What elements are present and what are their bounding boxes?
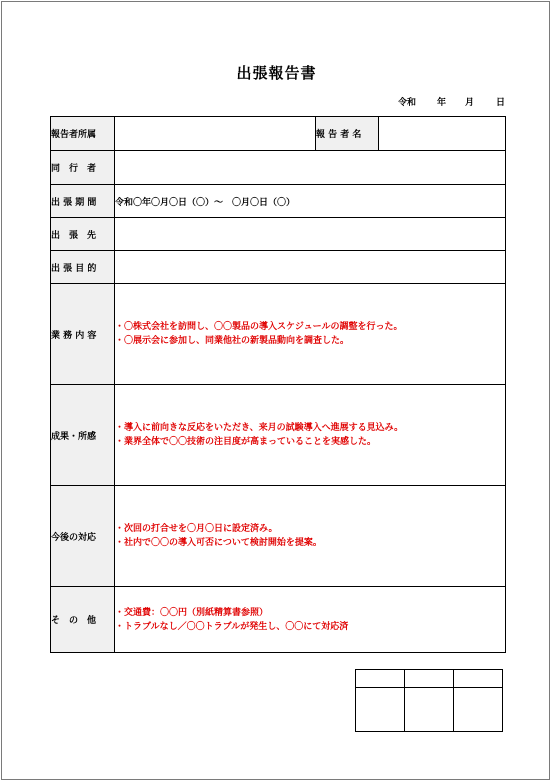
date-day: 日 [496, 98, 506, 108]
reporter-name-field[interactable] [379, 117, 506, 151]
row-purpose [51, 251, 506, 284]
stamp-header-2 [405, 670, 454, 688]
stamp-header-3 [454, 670, 503, 688]
row-destination [51, 218, 506, 251]
stamp-box-1[interactable] [356, 688, 405, 732]
reporter-name-label: 報 告 者 名 [316, 117, 379, 151]
stamp-box-2[interactable] [405, 688, 454, 732]
period-field[interactable]: 令和〇年〇月〇日（〇）～ 〇月〇日（〇） [115, 185, 506, 218]
row-other [51, 587, 506, 653]
row-followup [51, 486, 506, 587]
business-line-1: ・〇株式会社を訪問し、〇〇製品の導入スケジュールの調整を行った。 [115, 322, 403, 332]
results-line-1: ・導入に前向きな反応をいただき、来月の試験導入へ進展する見込み。 [115, 423, 404, 433]
destination-label: 出 張 先 [51, 218, 115, 251]
business-field[interactable] [115, 284, 506, 385]
report-form-table [50, 116, 506, 653]
date-month: 月 [465, 98, 475, 108]
row-results [51, 385, 506, 486]
reporter-dept-field[interactable] [115, 117, 316, 151]
approval-stamp-table [355, 669, 503, 732]
followup-field[interactable] [115, 486, 506, 587]
companions-label: 同 行 者 [51, 151, 115, 185]
followup-line-1: ・次回の打合せを〇月〇日に設定済み。 [115, 524, 278, 534]
other-label: そ の 他 [51, 587, 115, 653]
row-period [51, 185, 506, 218]
results-label: 成果・所感 [51, 385, 115, 486]
row-reporter [51, 117, 506, 151]
report-date [380, 95, 510, 109]
row-business [51, 284, 506, 385]
followup-line-2: ・社内で〇〇の導入可否について検討開始を提案。 [115, 538, 322, 548]
other-line-1: ・交通費：〇〇円（別紙精算書参照） [115, 607, 269, 618]
date-year: 年 [437, 98, 447, 108]
stamp-box-3[interactable] [454, 688, 503, 732]
companions-field[interactable] [115, 151, 506, 185]
destination-field[interactable] [115, 218, 506, 251]
business-line-2: ・〇展示会に参加し、同業他社の新製品動向を調査した。 [115, 336, 350, 346]
date-era: 令和 [398, 98, 417, 108]
other-line-2: ・トラブルなし／〇〇トラブルが発生し、〇〇にて対応済 [115, 621, 349, 632]
period-label: 出 張 期 間 [51, 185, 115, 218]
document-title: 出張報告書 [236, 64, 317, 82]
results-line-2: ・業界全体で〇〇技術の注目度が高まっていることを実感した。 [115, 437, 377, 447]
followup-label: 今後の対応 [51, 486, 115, 587]
purpose-label: 出 張 目 的 [51, 251, 115, 284]
stamp-header-1 [356, 670, 405, 688]
results-field[interactable] [115, 385, 506, 486]
row-companions [51, 151, 506, 185]
purpose-field[interactable] [115, 251, 506, 284]
other-field[interactable] [115, 587, 506, 653]
business-label: 業 務 内 容 [51, 284, 115, 385]
reporter-dept-label: 報告者所属 [51, 117, 115, 151]
